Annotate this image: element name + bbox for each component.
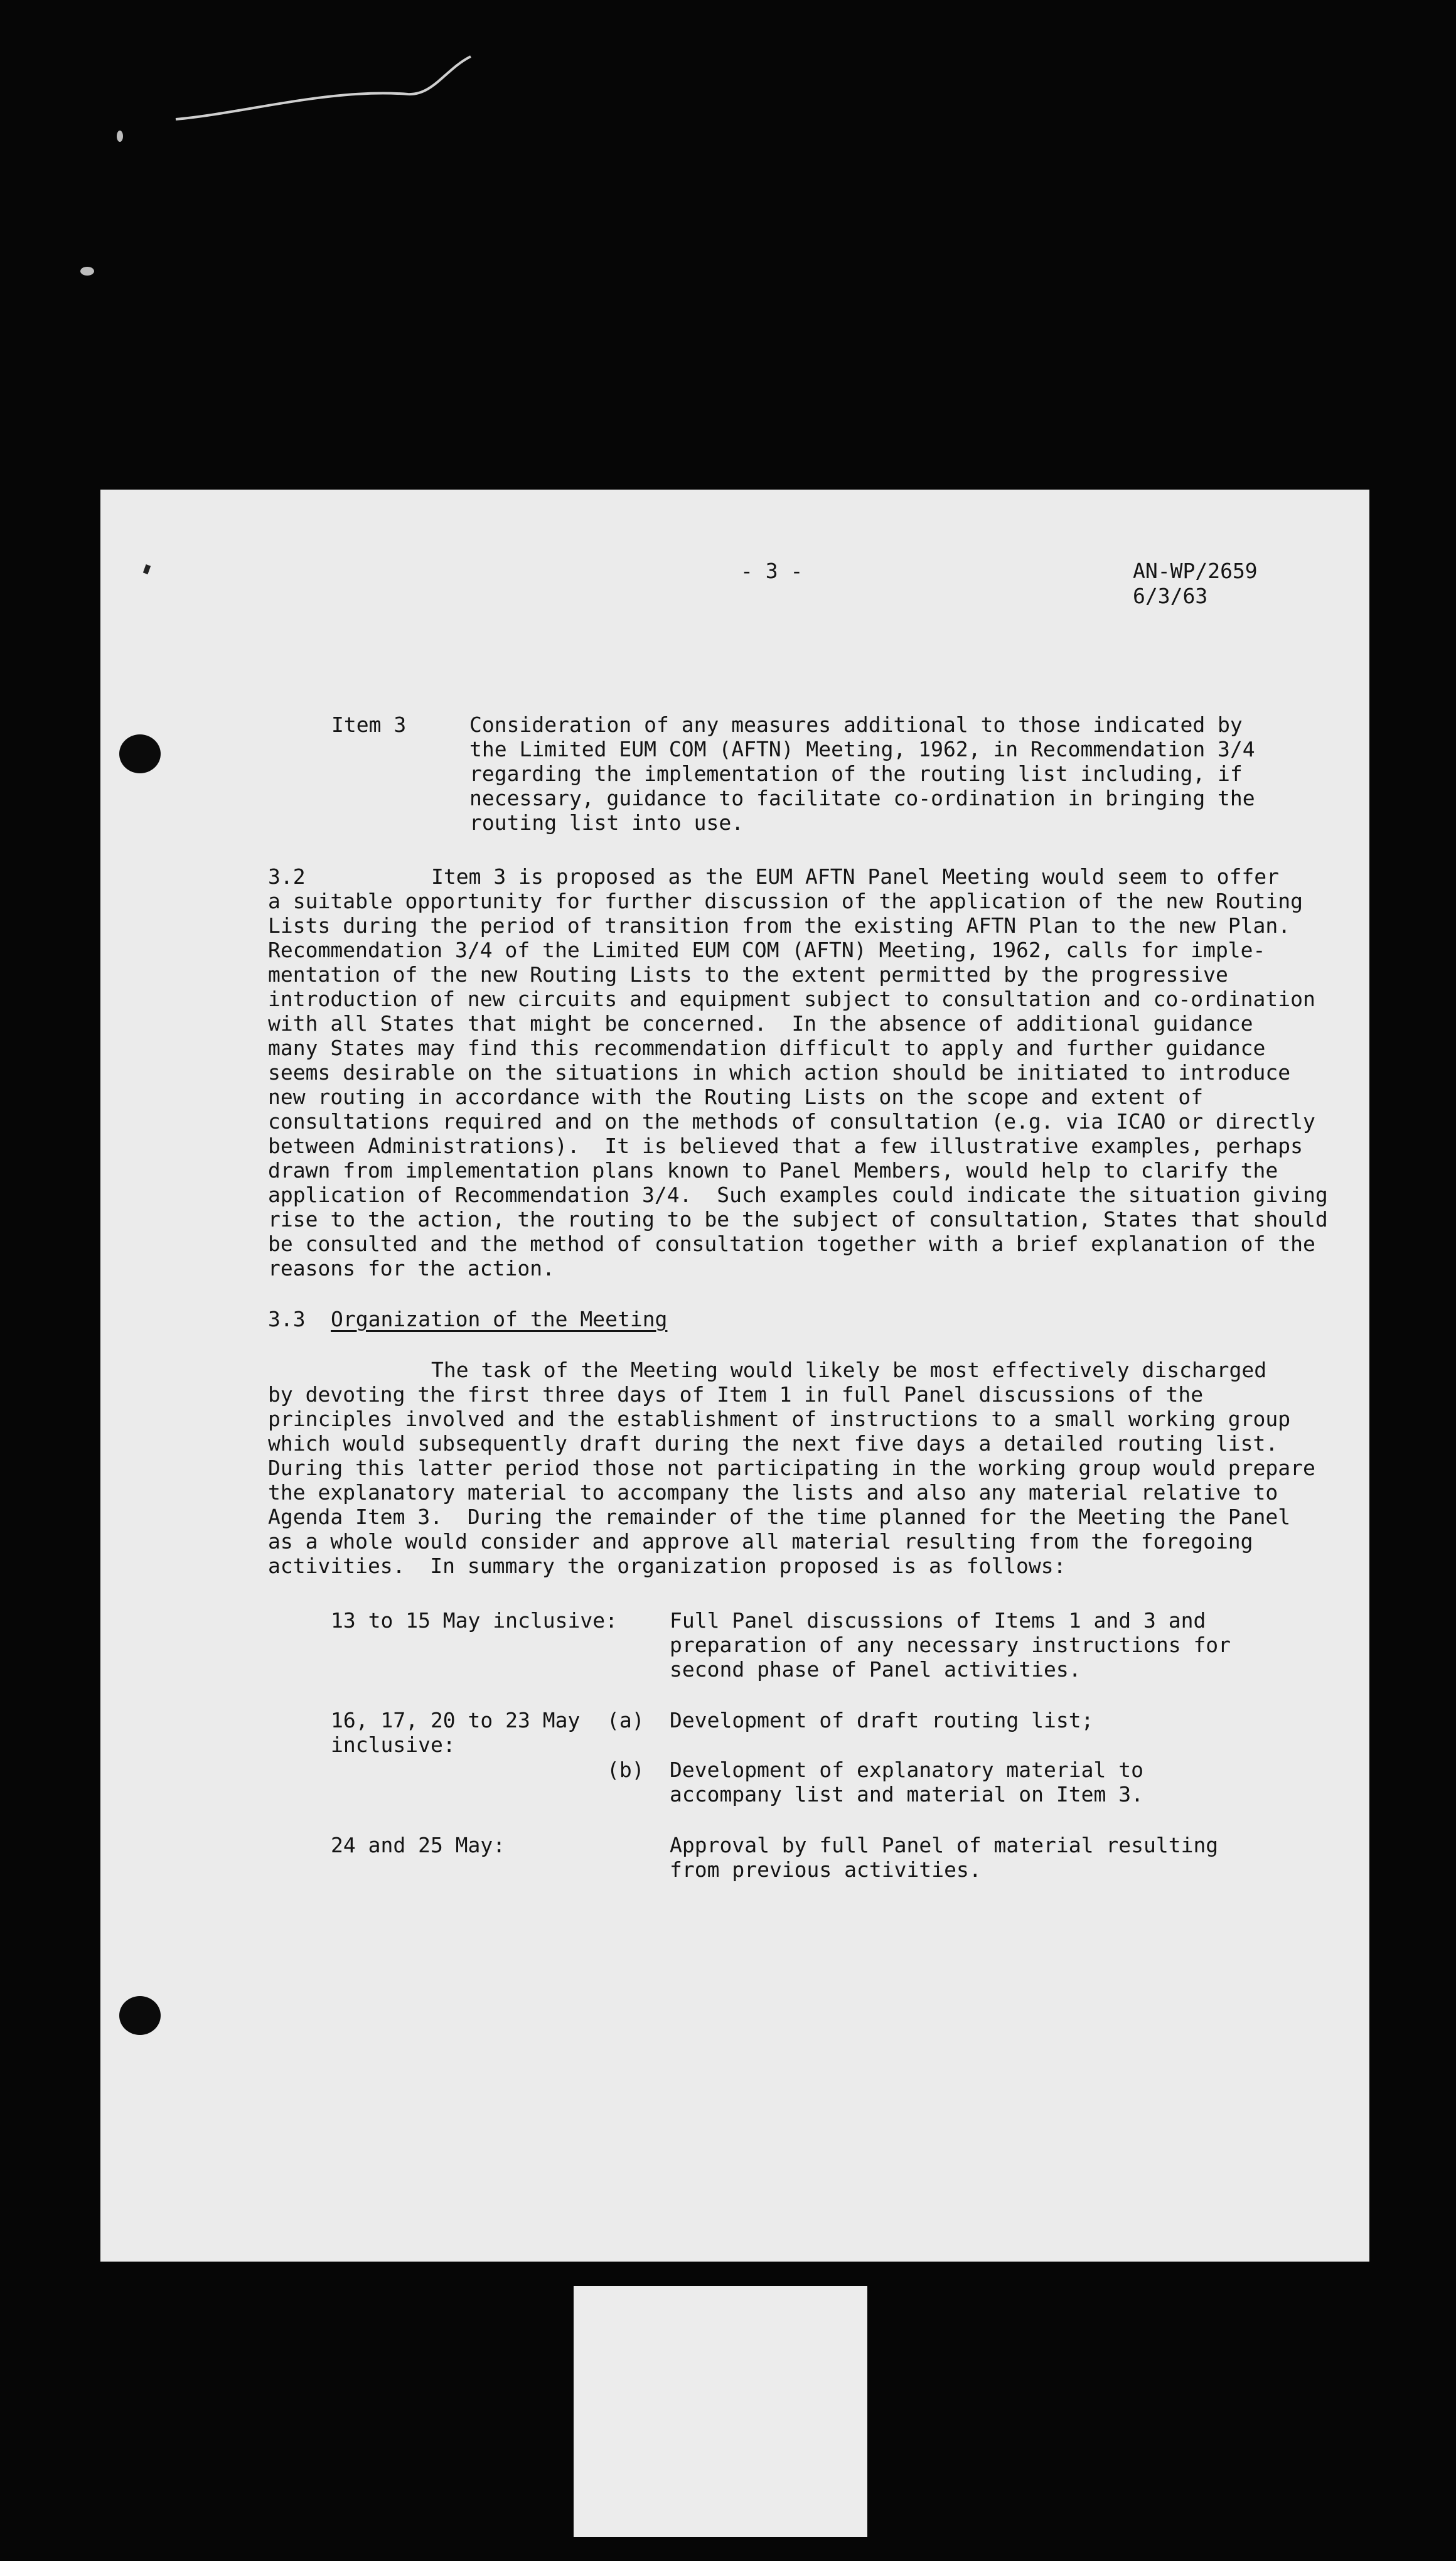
doc-date: 6/3/63 [1133, 584, 1208, 608]
punch-hole [119, 734, 161, 773]
doc-number: AN-WP/2659 [1133, 559, 1258, 583]
page-number: - 3 - [741, 559, 803, 583]
section-number: 3.3 [268, 1307, 306, 1331]
document-reference [1133, 559, 1258, 609]
schedule-description: Development of draft routing list; [670, 1708, 1094, 1732]
document-page [100, 490, 1369, 2262]
schedule-marker: (a) [607, 1708, 645, 1732]
schedule-date: 16, 17, 20 to 23 May inclusive: [331, 1708, 581, 1757]
schedule-description: Approval by full Panel of material resulting from previous activities. [670, 1833, 1219, 1882]
paragraph-body: by devoting the first three days of Item 1 in full Panel discussions of the principles involved and the establishment of instructions to a small working group which would subsequently draft during the next five days a detailed routing list. During this latter period those not participating in the working group would prepare the explanatory material to accompany the lists and also any material relative to Agenda Item 3. During the remainder of the time planned for the Meeting the Panel as a whole would consider and approve all material resulting from the foregoing activities. In summary the organization proposed is as follows: [268, 1382, 1315, 1578]
blank-film-card [574, 2286, 867, 2537]
ink-mark [143, 564, 151, 574]
film-speck [117, 131, 123, 142]
schedule-description: Full Panel discussions of Items 1 and 3 and preparation of any necessary instructions for second phase of Panel activities. [670, 1608, 1231, 1682]
section-heading: Organization of the Meeting [331, 1307, 668, 1331]
paragraph-body: a suitable opportunity for further discussion of the application of the new Routing Lists during the period of transition from the existing AFTN Plan to the new Plan. Recommendation 3/4 of the Limited EUM COM (AFTN) Meeting, 1962, calls for imple- mentation of the new Routing Lists to the extent permitted by the progressive introduction of new circuits and equipment subject to consultation and co-ordination with all States that might be concerned. In the absence of additional guidance many States may find this recommendation difficult to apply and further guidance seems desirable on the situations in which action should be initiated to introduce new routing in accordance with the Routing Lists on the scope and extent of consultations required and on the methods of consultation (e.g. via ICAO or directly between Administrations). It is believed that a few illustrative examples, perhaps drawn from implementation plans known to Panel Members, would help to clarify the application of Recommendation 3/4. Such examples could indicate the situation giving rise to the action, the routing to be the subject of consultation, States that should be consulted and the method of consultation together with a brief explanation of the reasons for the action. [268, 889, 1328, 1280]
schedule-description: Development of explanatory material to accompany list and material on Item 3. [670, 1758, 1143, 1807]
schedule-date: 13 to 15 May inclusive: [331, 1608, 618, 1633]
paragraph-number: 3.2 [268, 864, 306, 889]
item-description: Consideration of any measures additional to those indicated by the Limited EUM COM (AFTN) Meeting, 1962, in Recommendation 3/4 regarding the implementation of the routing list including, if necessary, guidance to facilitate co-ordination in bringing the routing list into use. [469, 712, 1255, 835]
item-label: Item 3 [331, 712, 407, 737]
film-scratch [169, 50, 496, 144]
schedule-date: 24 and 25 May: [331, 1833, 506, 1857]
schedule-marker: (b) [607, 1758, 645, 1782]
paragraph-first-line: Item 3 is proposed as the EUM AFTN Panel Meeting would seem to offer [431, 864, 1280, 889]
punch-hole [119, 1996, 161, 2035]
paragraph-first-line: The task of the Meeting would likely be most effectively discharged [431, 1358, 1267, 1382]
film-speck [80, 267, 94, 276]
